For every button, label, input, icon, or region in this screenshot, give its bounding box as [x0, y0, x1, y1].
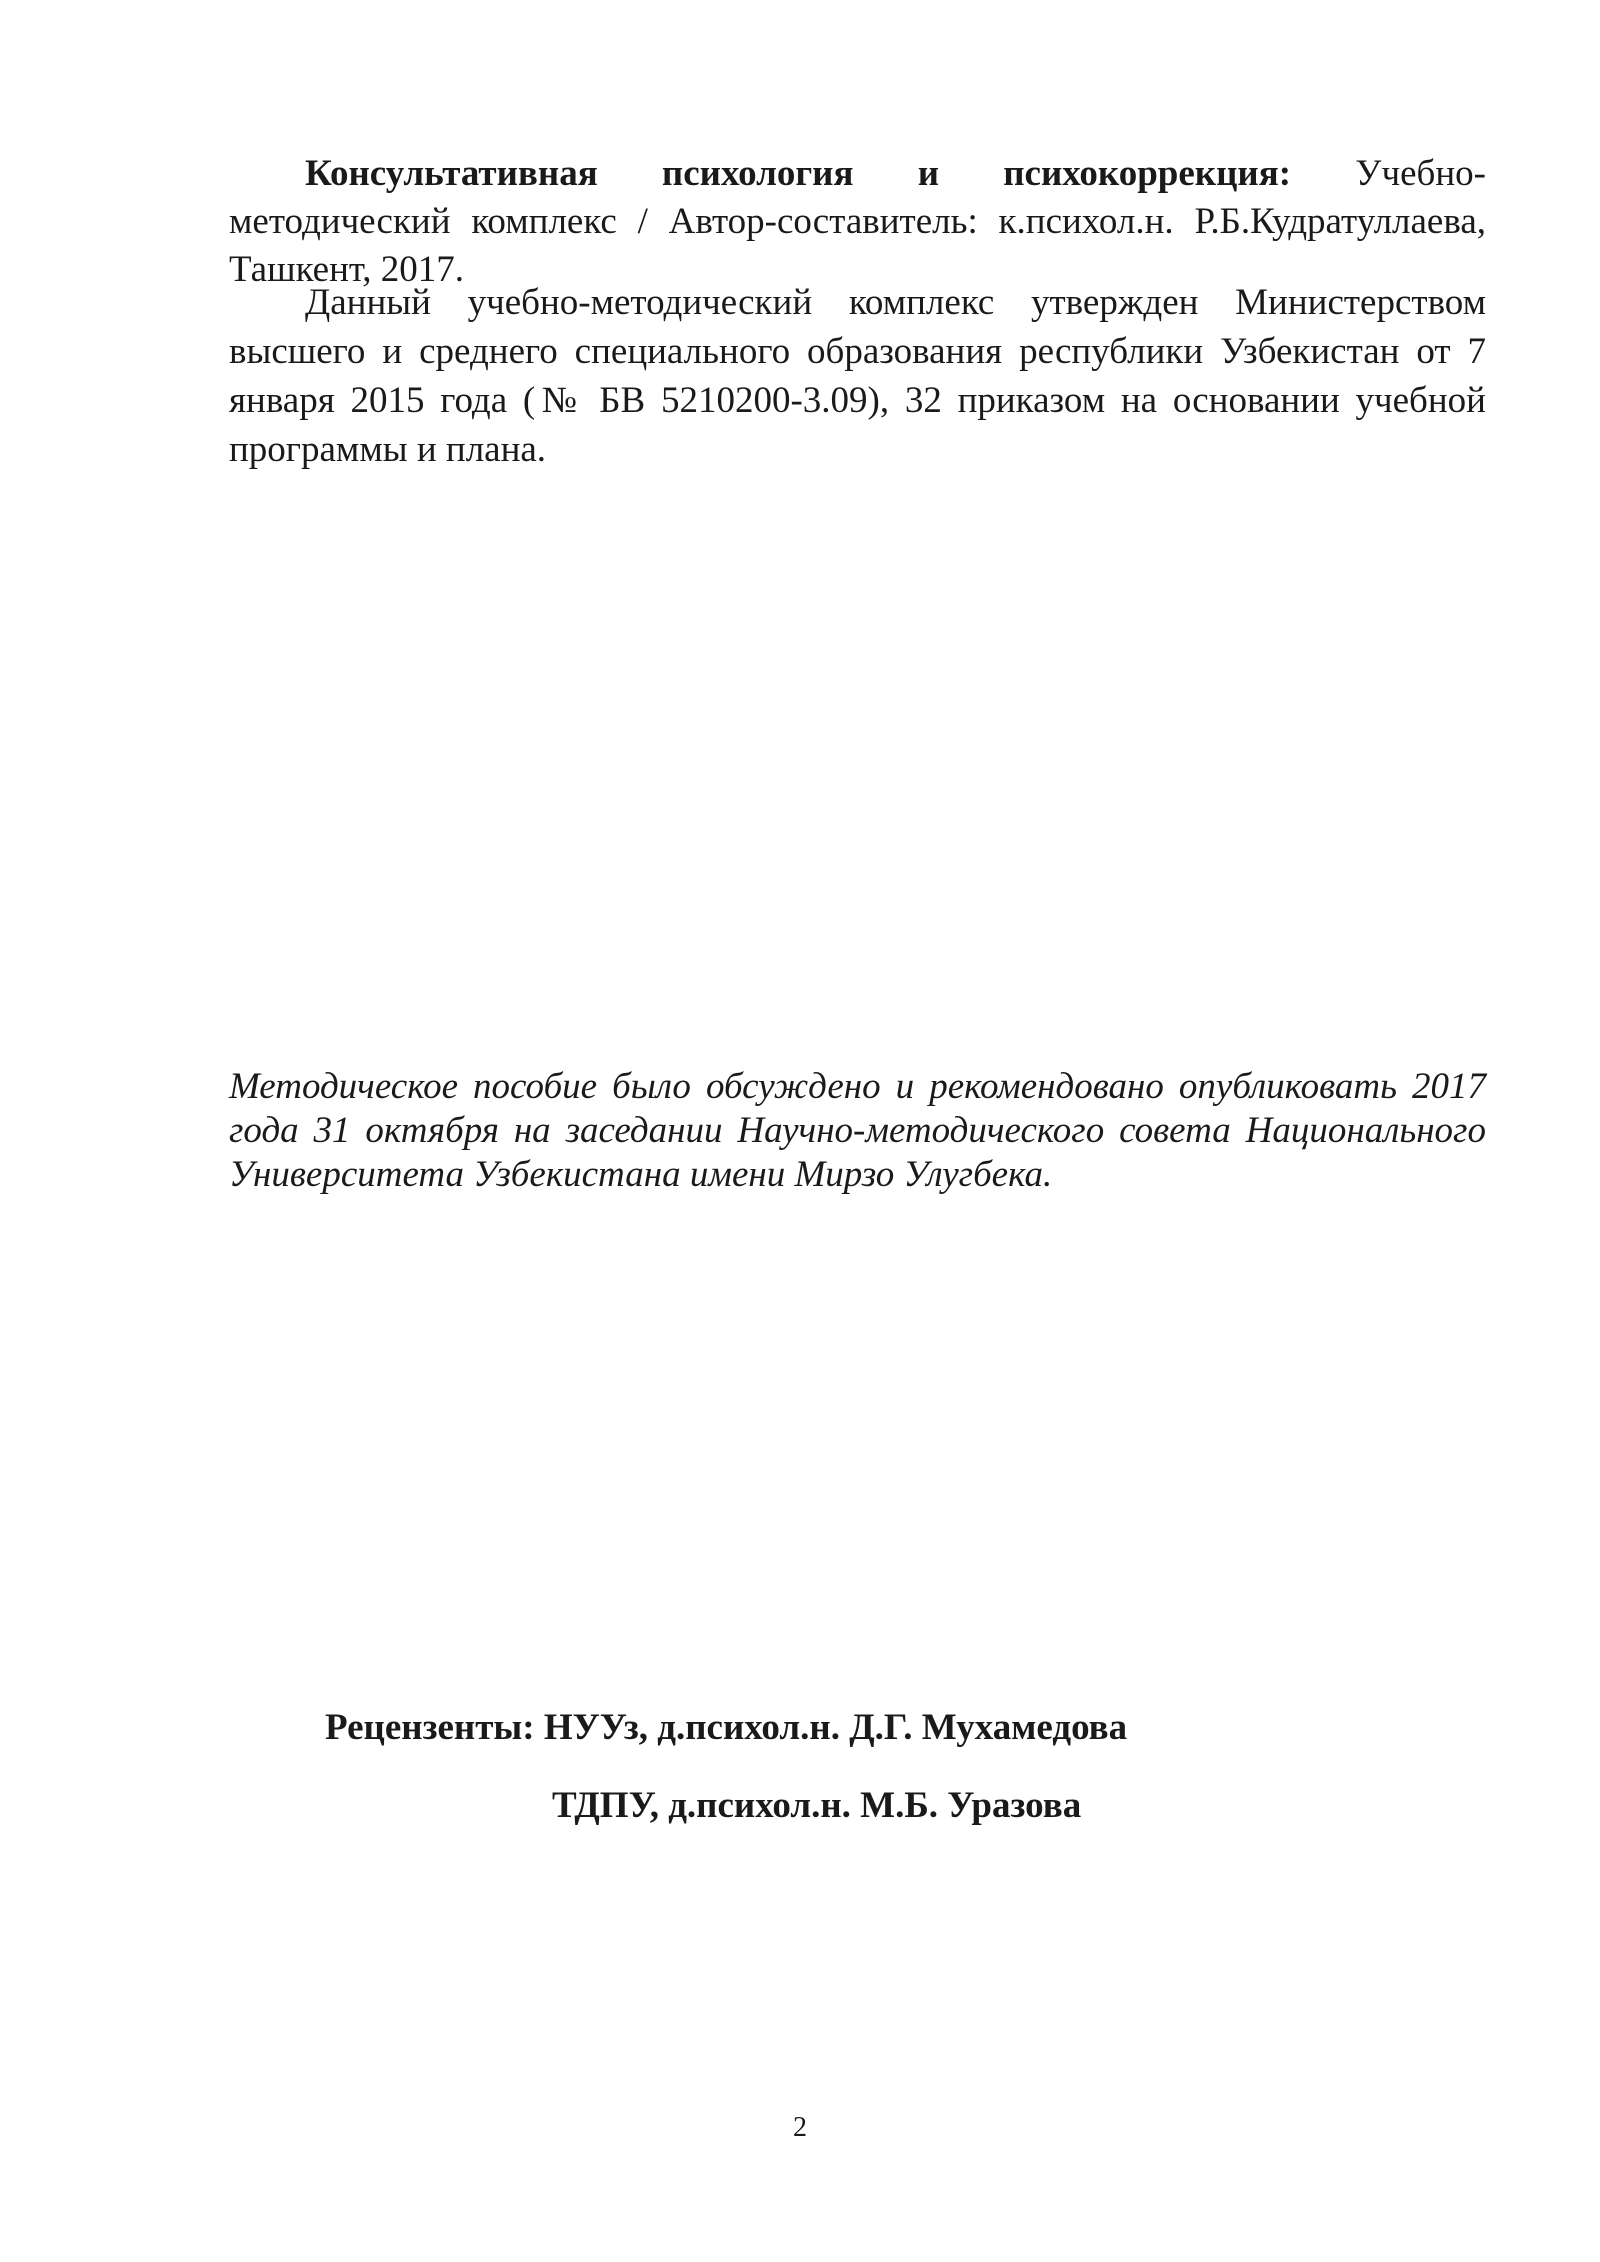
- reviewers-line-2: ТДПУ, д.психол.н. М.Б. Уразова: [552, 1785, 1082, 1826]
- page-number: 2: [793, 2112, 807, 2143]
- reviewers-line-1: Рецензенты: НУУз, д.психол.н. Д.Г. Мухамедова: [325, 1707, 1128, 1748]
- approval-paragraph: [229, 278, 1486, 474]
- discussion-note: Методическое пособие было обсуждено и рекомендовано опубликовать 2017 года 31 октября на заседании Научно-методического совета Национального Университета Узбекистана имени Мирзо Улугбека.: [229, 1066, 1486, 1195]
- intro-description: Учебно-методический комплекс / Автор-составитель: к.психол.н. Р.Б.Кудратуллаева, Ташкент, 2017.: [229, 153, 1486, 290]
- intro-title: Консультативная психология и психокоррекция:: [305, 153, 1292, 194]
- intro-paragraph: [229, 150, 1486, 294]
- approval-text: Данный учебно-методический комплекс утвержден Министерством высшего и среднего специального образования республики Узбекистан от 7 января 2015 года (№ БВ 5210200-3.09), 32 приказом на основании учебной программы и плана.: [229, 282, 1486, 470]
